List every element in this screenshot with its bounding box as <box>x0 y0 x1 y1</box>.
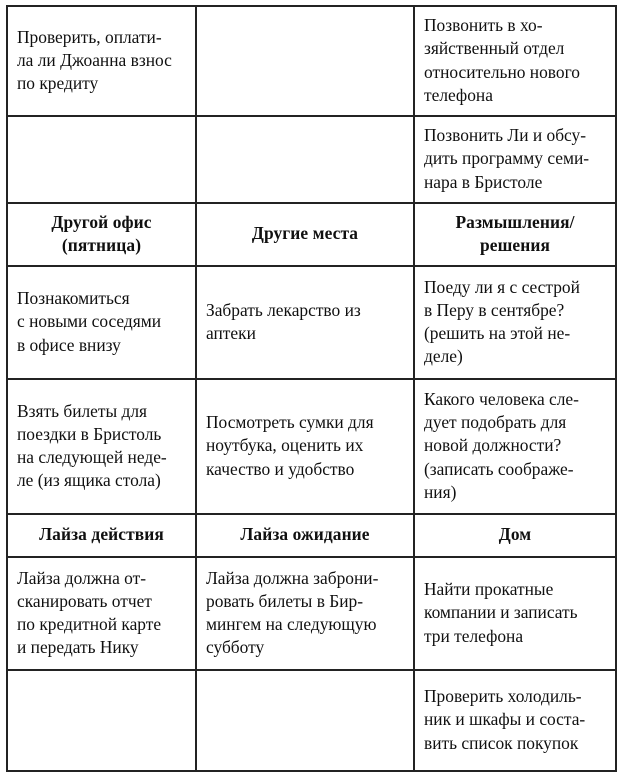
header-line: Размышления/ <box>455 211 575 232</box>
cell-line: Какого человека сле- <box>424 388 579 409</box>
cell-line: Позвонить в хо- <box>424 15 543 36</box>
header-cell-liza-waiting <box>196 514 414 557</box>
header-line: решения <box>480 235 550 255</box>
cell-r1-c1 <box>196 116 414 203</box>
header-cell-reflections-decisions <box>414 203 616 266</box>
table-body <box>7 6 616 771</box>
cell-line: ровать билеты в Бир- <box>206 590 364 611</box>
table-row <box>7 670 616 771</box>
table-row <box>7 6 616 116</box>
cell-line: Посмотреть сумки для <box>206 412 374 433</box>
cell-r7-c2 <box>414 670 616 771</box>
cell-r3-c1 <box>196 266 414 379</box>
table-row <box>7 557 616 670</box>
cell-line: субботу <box>206 637 265 658</box>
table-row <box>7 379 616 514</box>
cell-line: вить список покупок <box>424 732 579 753</box>
cell-line: ле (из ящика стола) <box>17 470 161 491</box>
header-cell-liza-actions <box>7 514 196 557</box>
cell-line: Взять билеты для <box>17 400 148 421</box>
cell-line: Позвонить Ли и обсу- <box>424 125 587 146</box>
cell-line: ла ли Джоанна взнос <box>17 49 172 70</box>
cell-line: (решить на этой не- <box>424 323 571 343</box>
cell-r0-c2 <box>414 6 616 116</box>
cell-line: телефона <box>424 84 493 105</box>
cell-line: новой должности? <box>424 435 562 456</box>
cell-r6-c1 <box>196 557 414 670</box>
cell-line: зяйственный отдел <box>424 38 565 59</box>
header-cell-other-office <box>7 203 196 266</box>
cell-line: Проверить, оплати- <box>17 26 162 47</box>
cell-r4-c0 <box>7 379 196 514</box>
cell-line: ник и шкафы и соста- <box>424 709 586 730</box>
cell-line: качество и удобство <box>206 458 355 479</box>
table-row <box>7 116 616 203</box>
cell-r6-c0 <box>7 557 196 670</box>
table-header-row <box>7 514 616 557</box>
cell-line: три телефона <box>424 625 524 646</box>
cell-line: ноутбука, оценить их <box>206 435 364 456</box>
header-line: Дом <box>498 524 532 545</box>
cell-r3-c0 <box>7 266 196 379</box>
cell-line: с новыми соседями <box>17 311 162 332</box>
table-header-row <box>7 203 616 266</box>
cell-line: поездки в Бристоль <box>17 423 162 444</box>
header-cell-other-places <box>196 203 414 266</box>
cell-line: в Перу в сентябре? <box>424 299 565 320</box>
header-line: Лайза ожидание <box>240 524 370 545</box>
task-grid-table <box>6 5 617 772</box>
header-line: Другие места <box>251 223 359 244</box>
cell-line: компании и записать <box>424 602 578 623</box>
cell-r7-c0 <box>7 670 196 771</box>
cell-line: аптеки <box>206 323 256 343</box>
cell-line: Лайза должна от- <box>17 567 146 588</box>
cell-r1-c0 <box>7 116 196 203</box>
cell-line: относительно нового <box>424 61 580 82</box>
cell-line: и передать Нику <box>17 637 139 658</box>
header-line: Другой офис <box>51 211 152 232</box>
header-line: Лайза действия <box>39 524 164 545</box>
cell-r6-c2 <box>414 557 616 670</box>
cell-r0-c1 <box>196 6 414 116</box>
cell-r1-c2 <box>414 116 616 203</box>
cell-line: сканировать отчет <box>17 590 152 611</box>
cell-line: по кредиту <box>17 73 99 94</box>
cell-line: Поеду ли я с сестрой <box>424 276 580 297</box>
cell-line: Найти прокатные <box>424 579 554 600</box>
table-row <box>7 266 616 379</box>
cell-line: Познакомиться <box>17 288 130 309</box>
cell-r0-c0 <box>7 6 196 116</box>
cell-r7-c1 <box>196 670 414 771</box>
cell-line: по кредитной карте <box>17 614 162 634</box>
header-cell-home <box>414 514 616 557</box>
cell-line: на следующей неде- <box>17 447 167 467</box>
cell-r3-c2 <box>414 266 616 379</box>
cell-line: (записать соображе- <box>424 458 574 479</box>
cell-line: в офисе внизу <box>17 334 121 355</box>
cell-r4-c1 <box>196 379 414 514</box>
cell-line: деле) <box>424 346 463 367</box>
cell-line: мингем на следующую <box>206 614 377 634</box>
cell-line: Проверить холодиль- <box>424 686 582 707</box>
cell-line: ния) <box>424 481 457 502</box>
cell-line: Забрать лекарство из <box>206 299 361 320</box>
cell-line: дует подобрать для <box>424 412 567 433</box>
cell-line: дить программу семи- <box>424 148 590 169</box>
cell-line: Лайза должна заброни- <box>206 567 379 588</box>
header-line: (пятница) <box>61 235 142 255</box>
cell-r4-c2 <box>414 379 616 514</box>
cell-line: нара в Бристоле <box>424 171 543 192</box>
